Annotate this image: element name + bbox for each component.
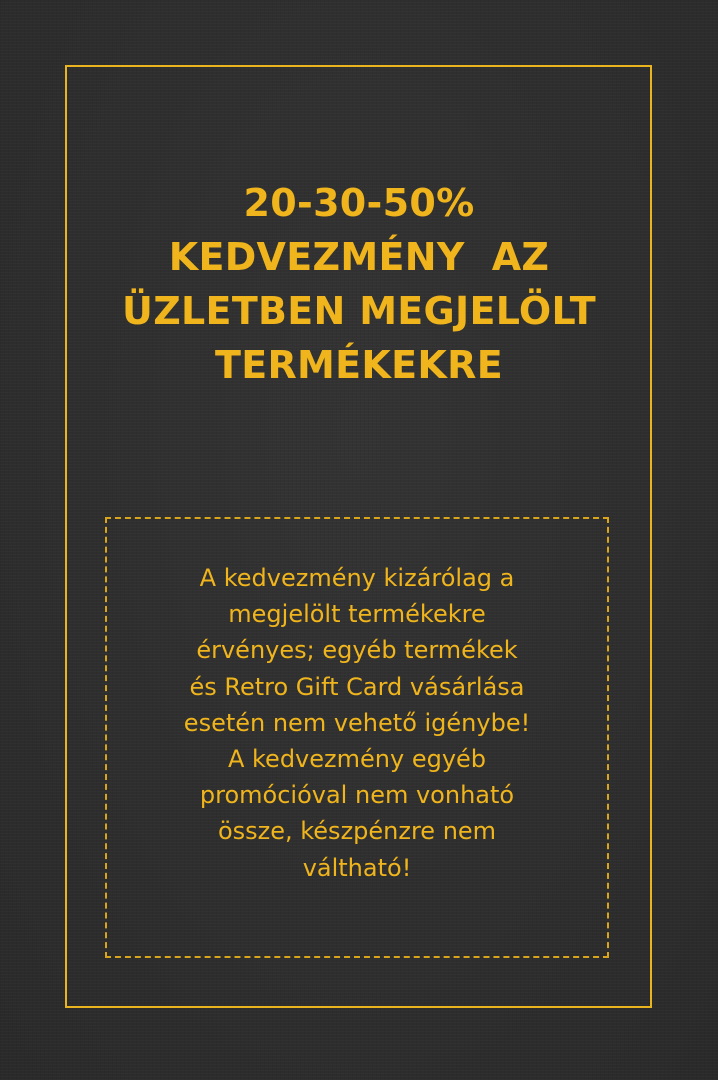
headline-line-3: ÜZLETBEN MEGJELÖLT	[122, 289, 596, 333]
notice-line-6: A kedvezmény egyéb	[227, 745, 487, 774]
notice-line-2: megjelölt termékekre	[228, 600, 486, 629]
notice-line-5: esetén nem vehető igénybe!	[183, 708, 531, 737]
notice-line-4: és Retro Gift Card vásárlása	[189, 672, 525, 701]
headline-line-4: TERMÉKEKRE	[215, 343, 503, 387]
discount-headline	[0, 176, 718, 392]
notice-line-3: érvényes; egyéb termékek	[196, 636, 518, 665]
headline-line-2: KEDVEZMÉNY AZ	[168, 235, 550, 279]
notice-line-7: promócióval nem vonható	[199, 781, 515, 810]
notice-line-1: A kedvezmény kizárólag a	[199, 564, 515, 592]
headline-line-1: 20-30-50%	[243, 181, 475, 225]
notice-line-9: váltható!	[302, 853, 412, 882]
notice-text	[105, 560, 609, 886]
notice-line-8: össze, készpénzre nem	[217, 817, 497, 846]
